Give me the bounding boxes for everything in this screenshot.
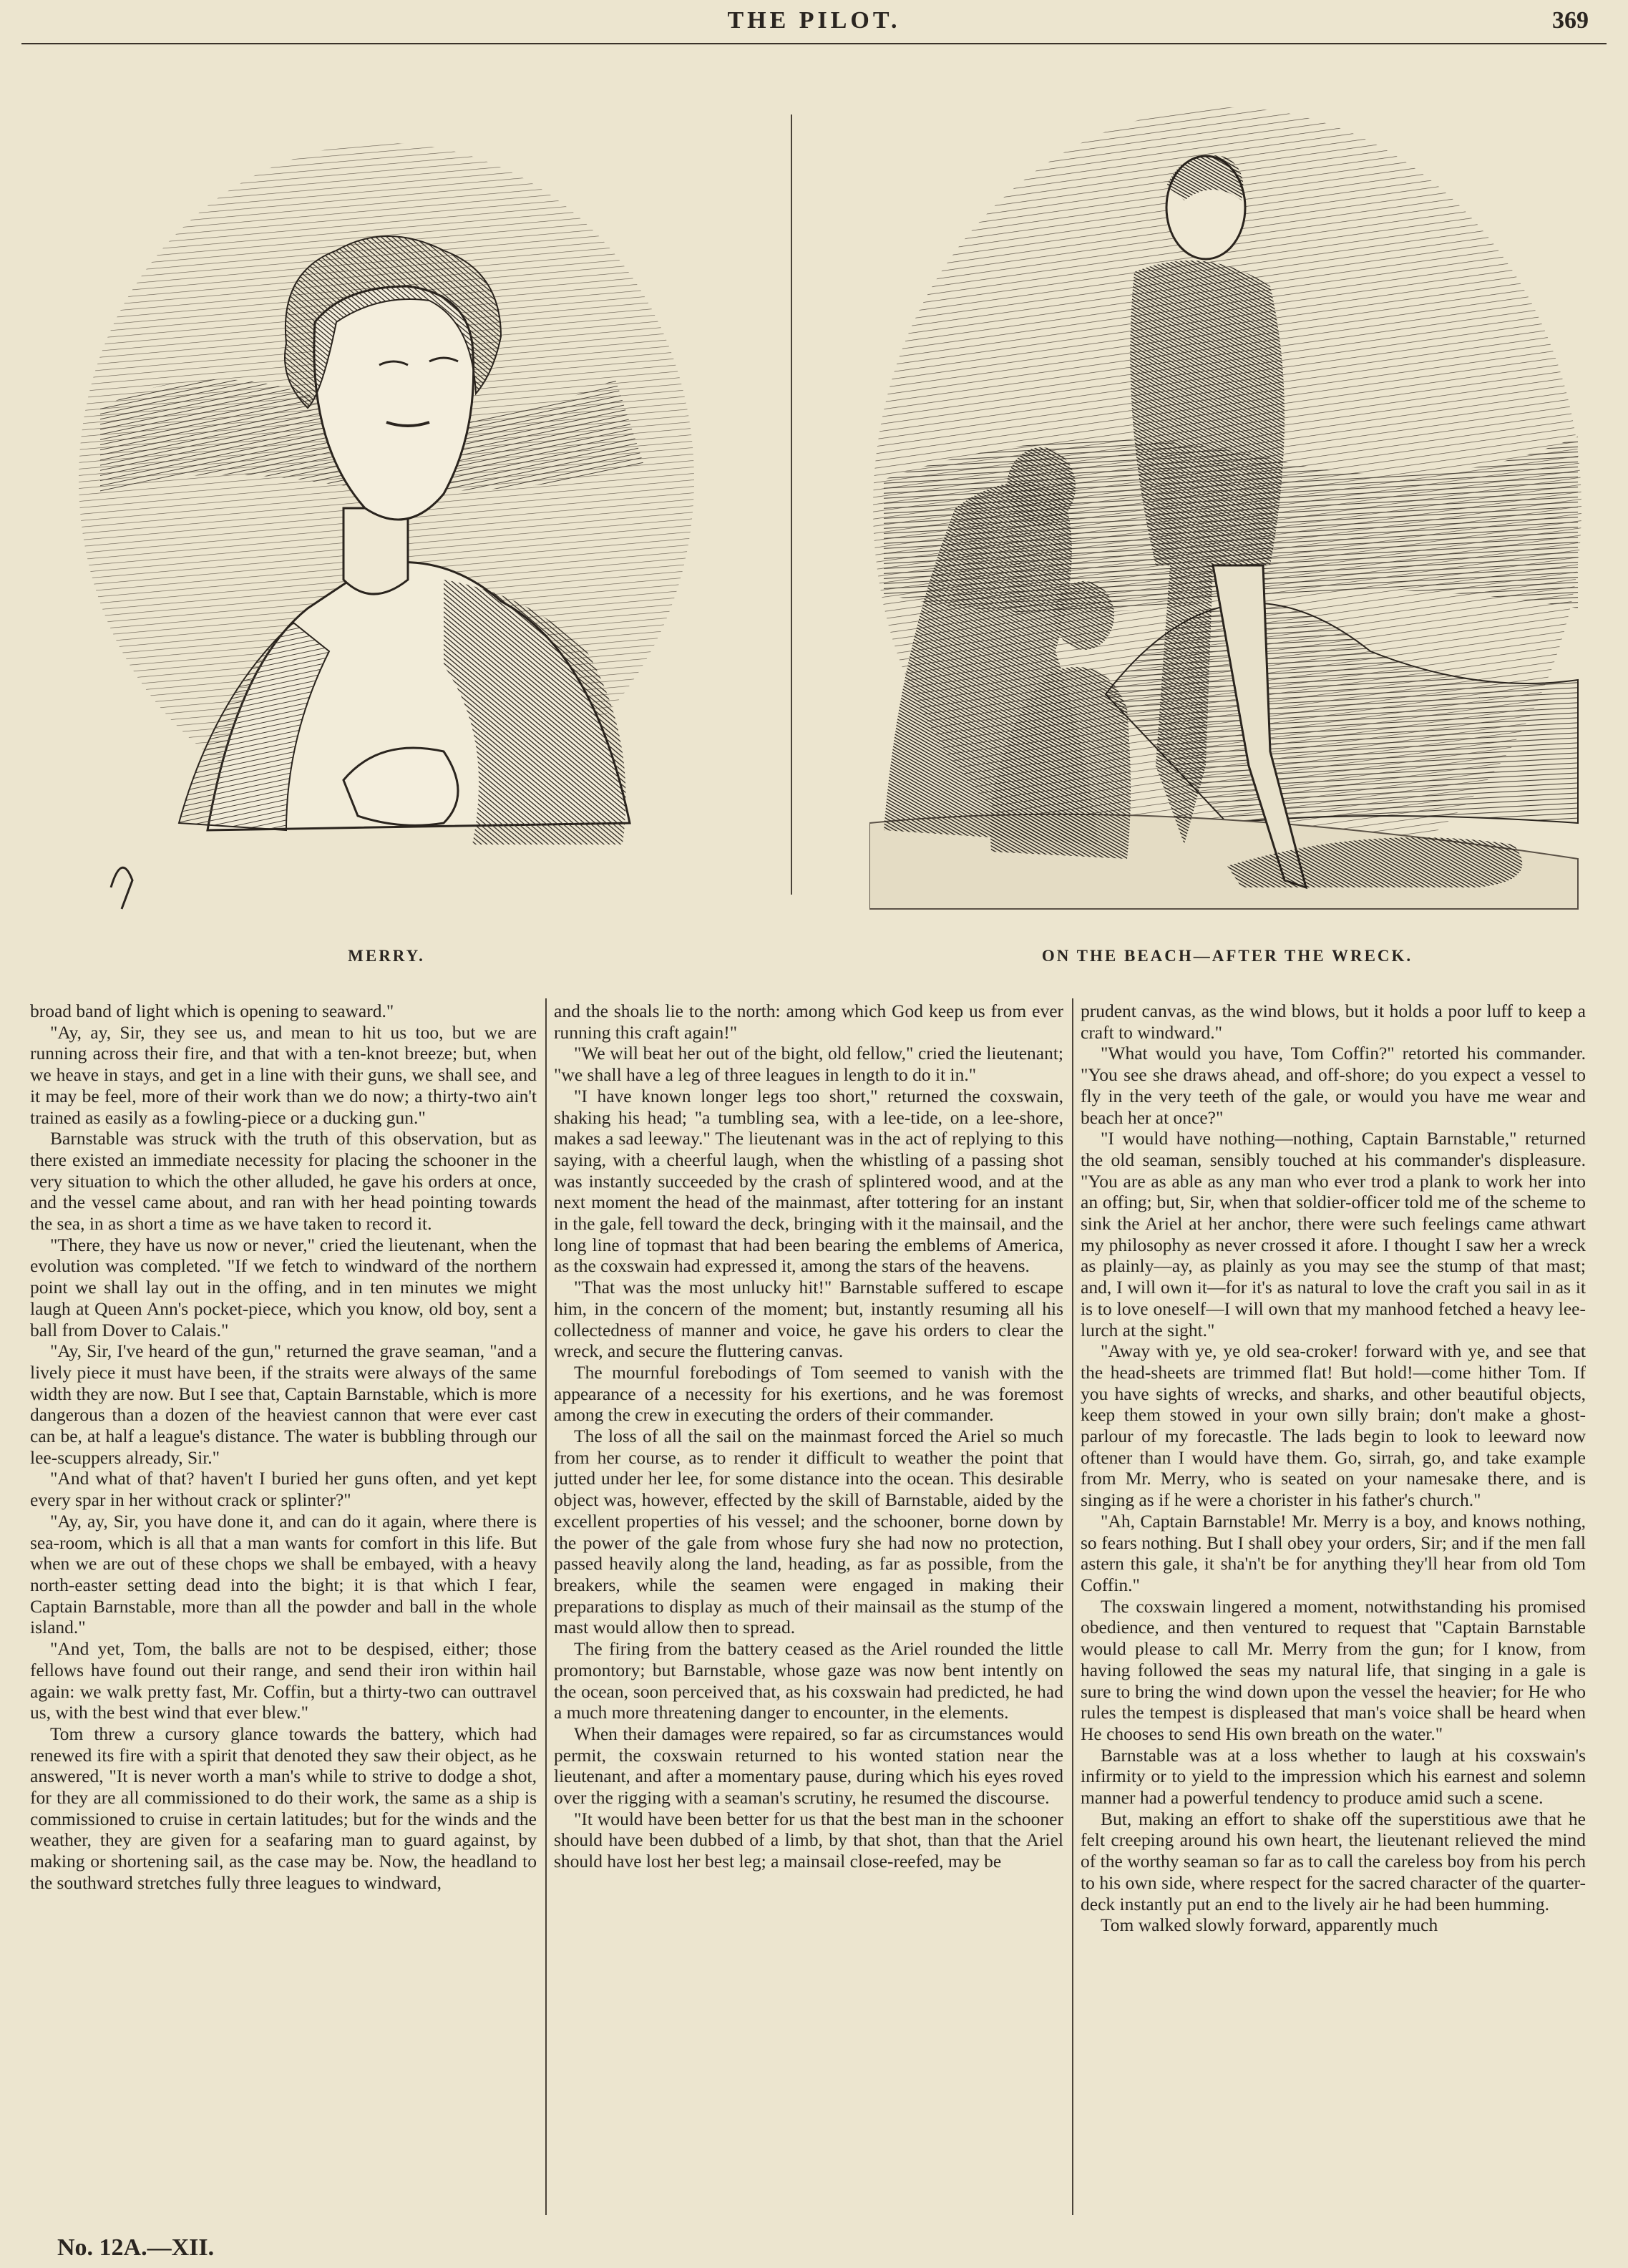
paragraph: "There, they have us now or never," cried the lieutenant, when the evolution was completed. "If we fetch to windward of the northern point we shall lay out in the offing, and in ten minutes we might laugh at Queen Ann's pocket-piece, which you know, old boy, sent a ball from Dover to Calais." [30,1234,537,1340]
paragraph: "Away with ye, ye old sea-croker! forward with ye, and see that the head-sheets are trimmed flat! But hold!—come hither Tom. If you have sights of wrecks, and sharks, and other beautiful objects, keep them stowed in your own silly brain; don't make a ghost-parlour of my forecastle. The lads begin to look to leeward now oftener than I would have them. Go, sirrah, go, and take example from Mr. Merry, who is seated on your namesake there, and is singing as if he were a chorister in his father's church." [1081,1340,1586,1511]
paragraph: The firing from the battery ceased as the Ariel rounded the little promontory; but Barnstable, whose gaze was now bent intently on the ocean, soon perceived that, as his coxswain had predicted, he had a much more threatening danger to encounter, in the elements. [554,1638,1063,1723]
page-number: 369 [1552,7,1589,34]
signature-mark: No. 12A.—XII. [57,2234,215,2261]
paragraph: "Ay, Sir, I've heard of the gun," returned the grave seaman, "and a lively piece it must have been, if the straits were always of the same width they are now. But I see that, Captain Barnstable, which is more dangerous than a dozen of the heaviest cannon that were ever cast can be, at half a league's distance. The water is bubbling through our lee-scuppers already, Sir." [30,1340,537,1468]
paragraph: "I have known longer legs too short," returned the coxswain, shaking his head; "a tumbling sea, with a lee-tide, on a lee-shore, makes a sad leeway." The lieutenant was in the act of replying to this saying, with a cheerful laugh, when the whistling of a passing shot was instantly succeeded by the crash of splintered wood, and at the next moment the head of the mainmast, after tottering for an instant in the gale, fell toward the deck, bringing with it the mainsail, and the long line of topmast that had been bearing the emblems of America, as the coxswain had expressed it, among the stars of the heavens. [554,1085,1063,1277]
column-1 [30,1001,537,2217]
caption-beach: ON THE BEACH—AFTER THE WRECK. [1041,947,1413,965]
paragraph: prudent canvas, as the wind blows, but it holds a poor luff to keep a craft to windward." [1081,1001,1586,1043]
merry-illustration [72,107,701,930]
illustration-divider [791,115,792,895]
paragraph: "That was the most unlucky hit!" Barnstable suffered to escape him, in the concern of the moment; but, instantly resuming all his collectedness of manner and voice, he gave his orders to clear the wreck, and secure the fluttering canvas. [554,1277,1063,1362]
column-2 [554,1001,1063,2217]
paragraph: "Ay, ay, Sir, they see us, and mean to hit us too, but we are running across their fire, and that with a ten-knot breeze; but, when we heave in stays, and get in a line with their guns, we shall see, and it may be feel, more of their work than we do now; a thirty-two ain't trained as easily as a fowling-piece or a ducking gun." [30,1021,537,1128]
paragraph: But, making an effort to shake off the superstitious awe that he felt creeping around his own heart, the lieutenant relieved the mind of the worthy seaman so far as to call the careless boy from his perch to his own side, where respect for the sacred character of the quarter-deck instantly put an end to the lively air he had been humming. [1081,1808,1586,1914]
paragraph: When their damages were repaired, so far as circumstances would permit, the coxswain returned to his wonted station near the lieutenant, and after a momentary pause, during which his eyes roved over the rigging with a seaman's scrutiny, he resumed the discourse. [554,1723,1063,1809]
running-title: THE PILOT. [727,7,901,34]
caption-merry: MERRY. [348,947,425,965]
paragraph: Barnstable was struck with the truth of this observation, but as there existed an immediate necessity for placing the schooner in the very situation to which the other alluded, he gave his orders at once, and the vessel came about, and ran with her head pointing towards the sea, in as short a time as we have taken to record it. [30,1128,537,1235]
paragraph: "It would have been better for us that the best man in the schooner should have been dubbed of a limb, by that shot, than that the Ariel should have lost her best leg; a mainsail close-reefed, may be [554,1808,1063,1872]
paragraph: Barnstable was at a loss whether to laugh at his coxswain's infirmity or to yield to the impression which his earnest and solemn manner had a powerful tendency to produce amid such a scene. [1081,1744,1586,1809]
paragraph: Tom walked slowly forward, apparently much [1101,1914,1438,1936]
paragraph: "Ay, ay, Sir, you have done it, and can do it again, where there is sea-room, which is all that a man wants for comfort in this life. But when we are out of these chops we shall be embayed, with a heavy north-easter setting dead into the bight; it is that which I fear, Captain Barnstable, more than all the powder and ball in the whole island." [30,1510,537,1638]
paragraph: "And yet, Tom, the balls are not to be despised, either; those fellows have found out their range, and send their iron within hail again: we walk pretty fast, Mr. Coffin, but a thirty-two can outtravel us, with the best wind that ever blew." [30,1638,537,1723]
paragraph: The coxswain lingered a moment, notwithstanding his promised obedience, and then ventured to request that "Captain Barnstable would please to call Mr. Merry from the gun; for I know, from having followed the seas my natural life, that singing in a gale is sure to bring the wind down upon the vessel the heavier; for He who rules the tempest is displeased that man's voice shall be heard when He chooses to send His own breath on the water." [1081,1595,1586,1744]
column-rule-2 [1072,998,1073,2215]
paragraph: "Ah, Captain Barnstable! Mr. Merry is a boy, and knows nothing, so fears nothing. But I shall obey your orders, Sir; and if the men fall astern this gale, it sha'n't be for anything they'll hear from old Tom Coffin." [1081,1510,1586,1595]
paragraph: broad band of light which is opening to seaward." [30,1001,394,1021]
paragraph: "I would have nothing—nothing, Captain Barnstable," returned the old seaman, sensibly touched at his commander's displeasure. "You are as able as any man who ever trod a plank to work her into an offing; but, Sir, when that soldier-officer told me of the scheme to sink the Ariel at her anchor, there were such feelings came athwart my philosophy as never crossed it afore. I thought I saw her a wreck as plainly—ay, as plainly as you may see the stump of that mast; and, I will own it—for it's as natural to love the craft you sail in as it is to love oneself—I will own that my manhood fetched a heavy lee-lurch at the sight." [1081,1128,1586,1340]
column-3 [1081,1001,1586,2217]
beach-illustration [869,107,1585,930]
running-header [0,7,1628,39]
paragraph: The loss of all the sail on the mainmast forced the Ariel so much from her course, as to render it difficult to weather the point that jutted under her lee, for some distance into the ocean. This desirable object was, however, effected by the skill of Barnstable, aided by the excellent properties of his vessel; and the schooner, borne down by the power of the gale from whose fury she had now no protection, passed heavily along the land, heading, as far as possible, from the breakers, while the seamen were engaged in making their preparations to display as much of their mainsail as the stump of the mast would allow then to spread. [554,1426,1063,1638]
header-rule [21,43,1607,44]
column-rule-1 [545,998,547,2215]
artist-mark [111,867,132,909]
paragraph: "And what of that? haven't I buried her guns often, and yet kept every spar in her without crack or splinter?" [30,1468,537,1511]
paragraph: "We will beat her out of the bight, old fellow," cried the lieutenant; "we shall have a leg of three leagues in length to do it in." [554,1043,1063,1086]
paragraph: The mournful forebodings of Tom seemed to vanish with the appearance of a necessity for his exertions, and he was foremost among the crew in executing the orders of their commander. [554,1361,1063,1426]
paragraph: and the shoals lie to the north: among which God keep us from ever running this craft again!" [554,1001,1063,1043]
paragraph: Tom threw a cursory glance towards the battery, which had renewed its fire with a spirit that denoted they saw their object, as he answered, "It is never worth a man's while to strive to dodge a shot, for they are all commissioned to do their work, the same as a ship is commissioned to cruise in certain latitudes; but for the winds and the weather, they are given for a seafaring man to guard against, by making or shortening sail, as the case may be. Now, the headland to the southward stretches fully three leagues to windward, [30,1723,537,1893]
paragraph: "What would you have, Tom Coffin?" retorted his commander. "You see she draws ahead, and off-shore; do you expect a vessel to fly in the very teeth of the gale, or would you have me wear and beach her at once?" [1081,1043,1586,1128]
